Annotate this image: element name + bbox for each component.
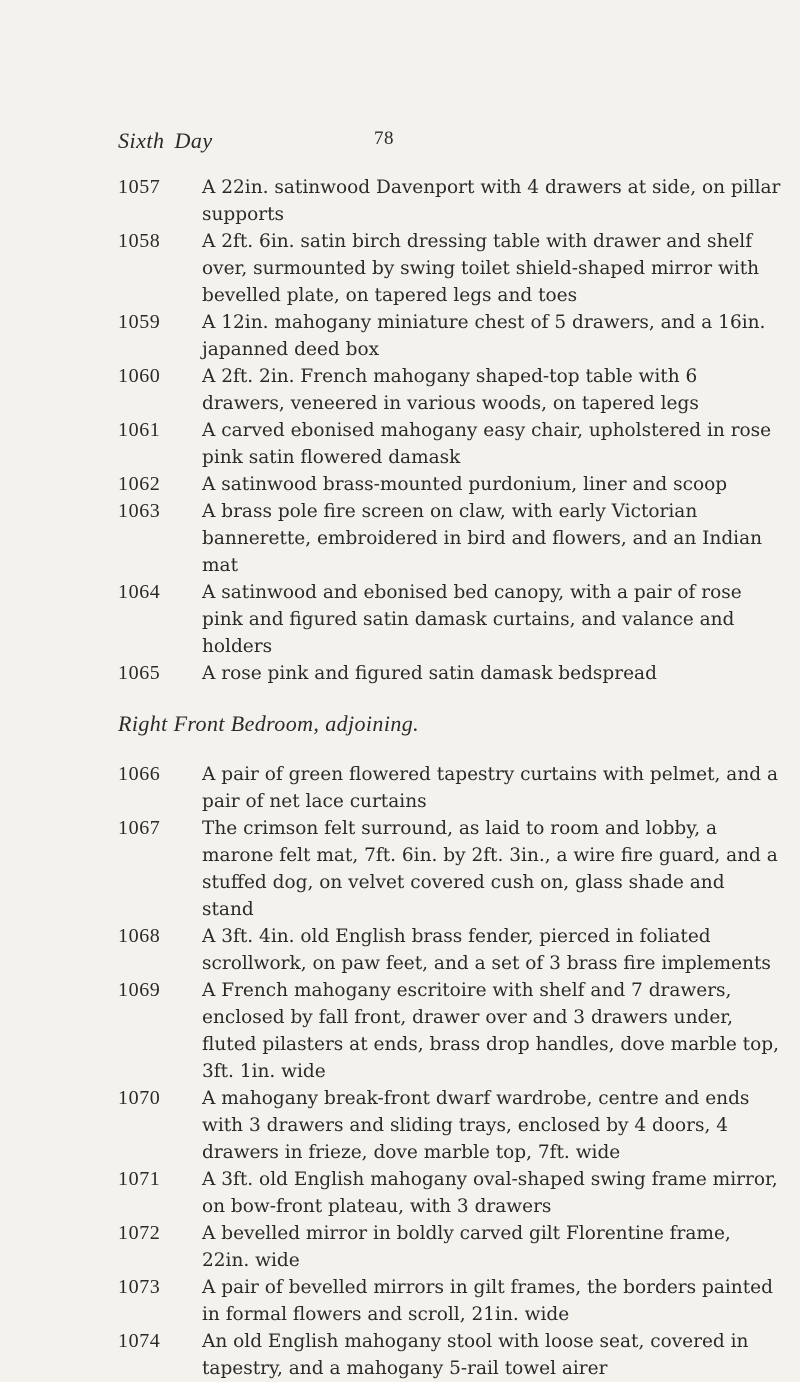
lot-description: A pair of green flowered tapestry curtains with pelmet, and a pair of net lace curtains — [202, 764, 778, 812]
lot-number: 1060 — [118, 365, 161, 387]
section-heading: Right Front Bedroom, adjoining. — [118, 711, 420, 736]
lot-number: 1068 — [118, 925, 161, 947]
lot-description: A 2ft. 6in. satin birch dressing table with drawer and shelf over, surmounted by swing toilet shield-shaped mirror with bevelled plate, on tapered legs and toes — [202, 231, 760, 306]
lot-number: 1073 — [118, 1276, 161, 1298]
lot-description: A pair of bevelled mirrors in gilt frames, the borders painted in formal flowers and scroll, 21in. wide — [202, 1277, 773, 1325]
lot-number: 1059 — [118, 311, 161, 333]
lot-number: 1062 — [118, 473, 161, 495]
lot-number: 1072 — [118, 1222, 161, 1244]
lot-number: 1067 — [118, 817, 161, 839]
lot-description: A 12in. mahogany miniature chest of 5 drawers, and a 16in. japanned deed box — [202, 312, 766, 360]
lot-number: 1071 — [118, 1168, 161, 1190]
lot-number: 1065 — [118, 662, 161, 684]
day-word-2: Day — [174, 128, 213, 153]
lot-description: A carved ebonised mahogany easy chair, upholstered in rose pink satin flowered damask — [202, 420, 772, 468]
lot-description: A brass pole fire screen on claw, with early Victorian bannerette, embroidered in bird and flowers, and an Indian mat — [202, 501, 763, 576]
lot-number: 1057 — [118, 176, 161, 198]
lot-number: 1066 — [118, 763, 161, 785]
lot-number: 1064 — [118, 581, 161, 603]
lot-description: A satinwood brass-mounted purdonium, liner and scoop — [202, 474, 728, 495]
lot-description: A satinwood and ebonised bed canopy, with a pair of rose pink and figured satin damask curtains, and valance and holders — [202, 582, 742, 657]
lot-number: 1070 — [118, 1087, 161, 1109]
day-heading — [118, 128, 213, 154]
lot-number: 1063 — [118, 500, 161, 522]
lot-description: A 3ft. old English mahogany oval-shaped swing frame mirror, on bow-front plateau, with 3 drawers — [202, 1169, 778, 1217]
day-word-1: Sixth — [118, 128, 165, 153]
lot-number: 1061 — [118, 419, 161, 441]
page-number: 78 — [374, 128, 394, 149]
lot-description: A 3ft. 4in. old English brass fender, pierced in foliated scrollwork, on paw feet, and a set of 3 brass fire implements — [202, 926, 771, 974]
lot-number: 1069 — [118, 979, 161, 1001]
lot-description: A mahogany break-front dwarf wardrobe, centre and ends with 3 drawers and sliding trays, enclosed by 4 doors, 4 drawers in frieze, dove marble top, 7ft. wide — [202, 1088, 750, 1163]
lot-description: A bevelled mirror in boldly carved gilt Florentine frame, 22in. wide — [202, 1223, 731, 1271]
lot-number: 1058 — [118, 230, 161, 252]
lot-description: The crimson felt surround, as laid to room and lobby, a marone felt mat, 7ft. 6in. by 2ft. 3in., a wire fire guard, and a stuffed dog, on velvet covered cush on, glass shade and stand — [202, 818, 778, 920]
lot-description: A rose pink and figured satin damask bedspread — [202, 663, 657, 684]
lot-description: A French mahogany escritoire with shelf and 7 drawers, enclosed by fall front, drawer over and 3 drawers under, fluted pilasters at ends, brass drop handles, dove marble top, 3ft. 1in. wide — [202, 980, 779, 1082]
lot-number: 1074 — [118, 1330, 161, 1352]
lot-description: A 2ft. 2in. French mahogany shaped-top table with 6 drawers, veneered in various woods, on tapered legs — [202, 366, 699, 414]
lot-description: An old English mahogany stool with loose seat, covered in tapestry, and a mahogany 5-rail towel airer — [202, 1331, 749, 1379]
lot-description: A 22in. satinwood Davenport with 4 drawers at side, on pillar supports — [202, 177, 781, 225]
page-header — [118, 128, 778, 158]
